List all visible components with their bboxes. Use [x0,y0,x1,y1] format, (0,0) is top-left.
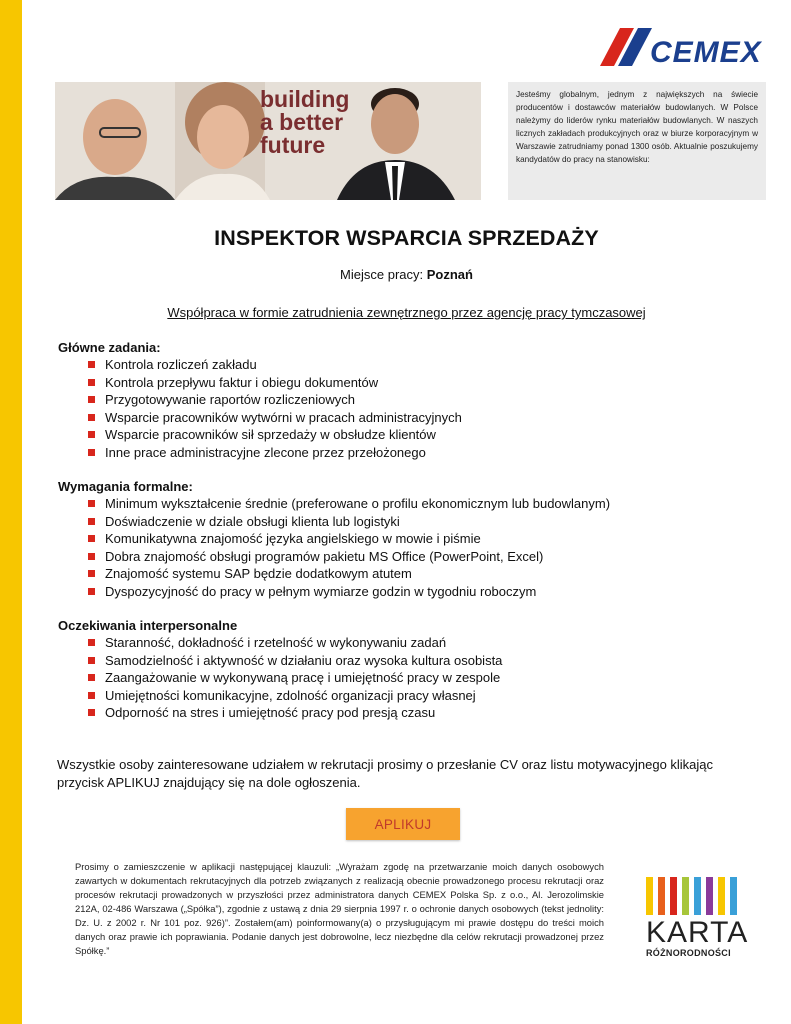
cemex-logo [596,24,762,69]
square-bullet-icon [88,361,95,368]
square-bullet-icon [88,518,95,525]
karta-bar [694,877,701,915]
location-value: Poznań [426,267,473,282]
section-interpersonal [58,617,758,722]
job-location [22,267,791,282]
square-bullet-icon [88,500,95,507]
square-bullet-icon [88,709,95,716]
karta-bar [730,877,737,915]
section-heading: Wymagania formalne: [58,479,193,494]
square-bullet-icon [88,657,95,664]
hero-line-2: a better [260,109,344,135]
karta-bar [658,877,665,915]
list-item: Przygotowywanie raportów rozliczeniowych [88,391,758,409]
list-item: Kontrola przepływu faktur i obiegu dokumentów [88,374,758,392]
apply-button[interactable]: APLIKUJ [346,808,460,840]
karta-bar [718,877,725,915]
karta-color-bars [646,877,746,915]
cemex-logo-text: CEMEX [650,36,762,69]
square-bullet-icon [88,431,95,438]
square-bullet-icon [88,588,95,595]
karta-subtitle: RÓŻNORODNOŚCI [646,948,731,958]
list-item: Dyspozycyjność do pracy w pełnym wymiarze godzin w tygodniu roboczym [88,583,758,601]
person-middle-face [197,105,249,169]
karta-roznorodnosci-logo [646,877,749,965]
square-bullet-icon [88,414,95,421]
karta-word: KARTA [646,916,749,949]
square-bullet-icon [88,379,95,386]
square-bullet-icon [88,396,95,403]
left-accent-bar [0,0,22,1024]
list-item: Inne prace administracyjne zlecone przez przełożonego [88,444,758,462]
square-bullet-icon [88,692,95,699]
list-item: Dobra znajomość obsługi programów pakietu MS Office (PowerPoint, Excel) [88,548,758,566]
cooperation-note: Współpraca w formie zatrudnienia zewnętrznego przez agencję pracy tymczasowej [167,305,646,320]
section-heading: Oczekiwania interpersonalne [58,618,238,633]
hero-slogan [260,88,349,157]
job-title: INSPEKTOR WSPARCIA SPRZEDAŻY [214,226,599,250]
square-bullet-icon [88,674,95,681]
karta-bar [682,877,689,915]
section-tasks [58,339,758,462]
list-item: Komunikatywna znajomość języka angielskiego w mowie i piśmie [88,530,758,548]
consent-clause: Prosimy o zamieszczenie w aplikacji następującej klauzuli: „Wyrażam zgodę na przetwarzanie moich danych osobowych zawartych w dokumentach rekrutacyjnych dla potrzeb związanych z realizacją obecnie prowadzonego procesu rekrutacji oraz procesów rekrutacji prowadzonych w przyszłości przez administratora danych CEMEX Polska Sp. z o.o., Al. Jerozolimskie 212A, 02-486 Warszawa („Spółka”), zgodnie z ustawą z dnia 29 sierpnia 1997 r. o ochronie danych osobowych (tekst jednolity: Dz. U. z 2002 r. Nr 101 poz. 926)”. Zostałem(am) poinformowany(a) o przysługującym mi prawie dostępu do treści moich danych oraz prawie ich poprawiania. Podanie danych jest dobrowolne, lecz niezbędne dla celów rekrutacji prowadzonej przez Spółkę.” [75,861,604,956]
list-item: Umiejętności komunikacyjne, zdolność organizacji pracy własnej [88,687,758,705]
person-right-face [371,94,419,154]
list-item: Minimum wykształcenie średnie (preferowane o profilu ekonomicznym lub budowlanym) [88,495,758,513]
company-intro: Jesteśmy globalnym, jednym z największych na świecie producentów i dostawców materiałów budowlanych. W Polsce należymy do liderów rynku materiałów budowlanych. W naszych licznych zakładach produkcyjnych oraz w biurze korporacyjnym w Warszawie zatrudniamy ponad 1300 osób. Aktualnie poszukujemy kandydatów do pracy na stanowisku: [508,82,766,200]
square-bullet-icon [88,449,95,456]
hero-line-3: future [260,132,326,158]
list-item: Wsparcie pracowników sił sprzedaży w obsłudze klientów [88,426,758,444]
square-bullet-icon [88,553,95,560]
list-item: Znajomość systemu SAP będzie dodatkowym atutem [88,565,758,583]
section-requirements [58,478,758,601]
list-item: Zaangażowanie w wykonywaną pracę i umiejętność pracy w zespole [88,669,758,687]
karta-bar [646,877,653,915]
hero-line-1: building [260,86,350,112]
list-item: Staranność, dokładność i rzetelność w wykonywaniu zadań [88,634,758,652]
closing-paragraph: Wszystkie osoby zainteresowane udziałem w rekrutacji prosimy o przesłanie CV oraz listu motywacyjnego klikając przycisk APLIKUJ znajdujący się na dole ogłoszenia. [57,757,714,790]
square-bullet-icon [88,639,95,646]
karta-bar [670,877,677,915]
list-item: Samodzielność i aktywność w działaniu oraz wysoka kultura osobista [88,652,758,670]
list-item: Doświadczenie w dziale obsługi klienta lub logistyki [88,513,758,531]
list-item: Odporność na stres i umiejętność pracy pod presją czasu [88,704,758,722]
hero-banner [55,82,481,200]
list-item: Wsparcie pracowników wytwórni w pracach administracyjnych [88,409,758,427]
karta-bar [706,877,713,915]
list-item: Kontrola rozliczeń zakładu [88,356,758,374]
section-heading: Główne zadania: [58,340,161,355]
square-bullet-icon [88,535,95,542]
square-bullet-icon [88,570,95,577]
location-label: Miejsce pracy: [340,267,424,282]
